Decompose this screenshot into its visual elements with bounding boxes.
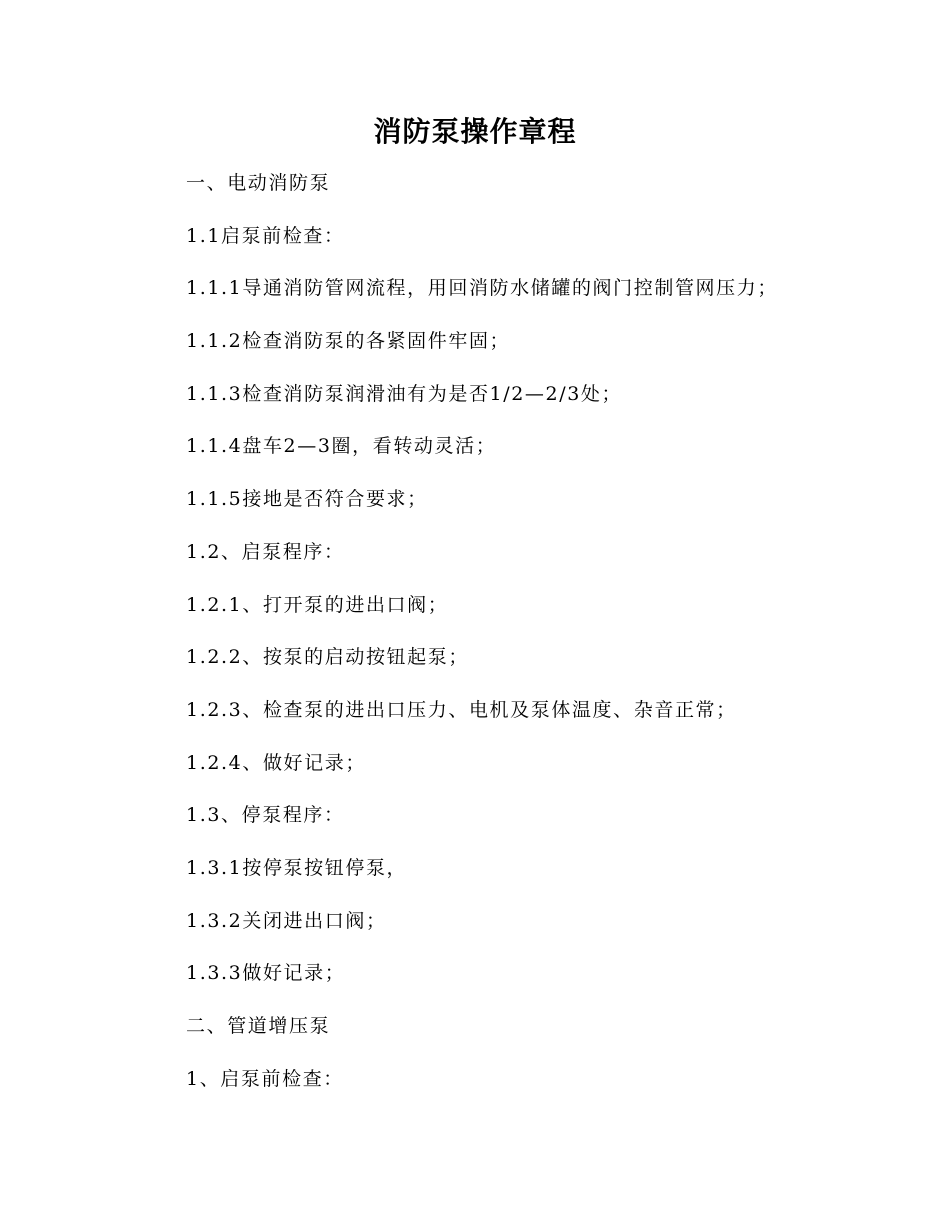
paragraph-line: 1.1.4盘车2—3圈，看转动灵活； <box>186 435 497 458</box>
paragraph-line: 1.1启泵前检查： <box>186 224 345 247</box>
paragraph-line: 1.1.5接地是否符合要求； <box>186 488 428 511</box>
paragraph-line: 1.2、启泵程序： <box>186 540 345 563</box>
paragraph-line: 1.3.2关闭进出口阀； <box>186 909 387 932</box>
paragraph-line: 1.1.3检查消防泵润滑油有为是否1/2—2/3处； <box>186 382 623 405</box>
paragraph-line: 1.3、停泵程序： <box>186 804 345 827</box>
section-heading-booster-pump: 二、管道增压泵 <box>186 1015 331 1037</box>
paragraph-line: 1.3.1按停泵按钮停泵， <box>186 856 408 879</box>
document-title: 消防泵操作章程 <box>373 115 577 148</box>
paragraph-line: 1.2.4、做好记录； <box>186 751 366 774</box>
paragraph-line: 1.2.3、检查泵的进出口压力、电机及泵体温度、杂音正常； <box>186 698 737 721</box>
document-body <box>186 163 886 1111</box>
paragraph-line: 1、启泵前检查： <box>186 1067 344 1090</box>
paragraph-line: 1.2.1、打开泵的进出口阀； <box>186 593 449 616</box>
paragraph-line: 1.2.2、按泵的启动按钮起泵； <box>186 646 469 669</box>
paragraph-line: 1.1.2检查消防泵的各紧固件牢固； <box>186 330 511 353</box>
section-heading-electric-pump: 一、电动消防泵 <box>186 172 331 194</box>
paragraph-line: 1.1.1导通消防管网流程，用回消防水储罐的阀门控制管网压力； <box>186 277 778 300</box>
paragraph-line: 1.3.3做好记录； <box>186 962 346 985</box>
